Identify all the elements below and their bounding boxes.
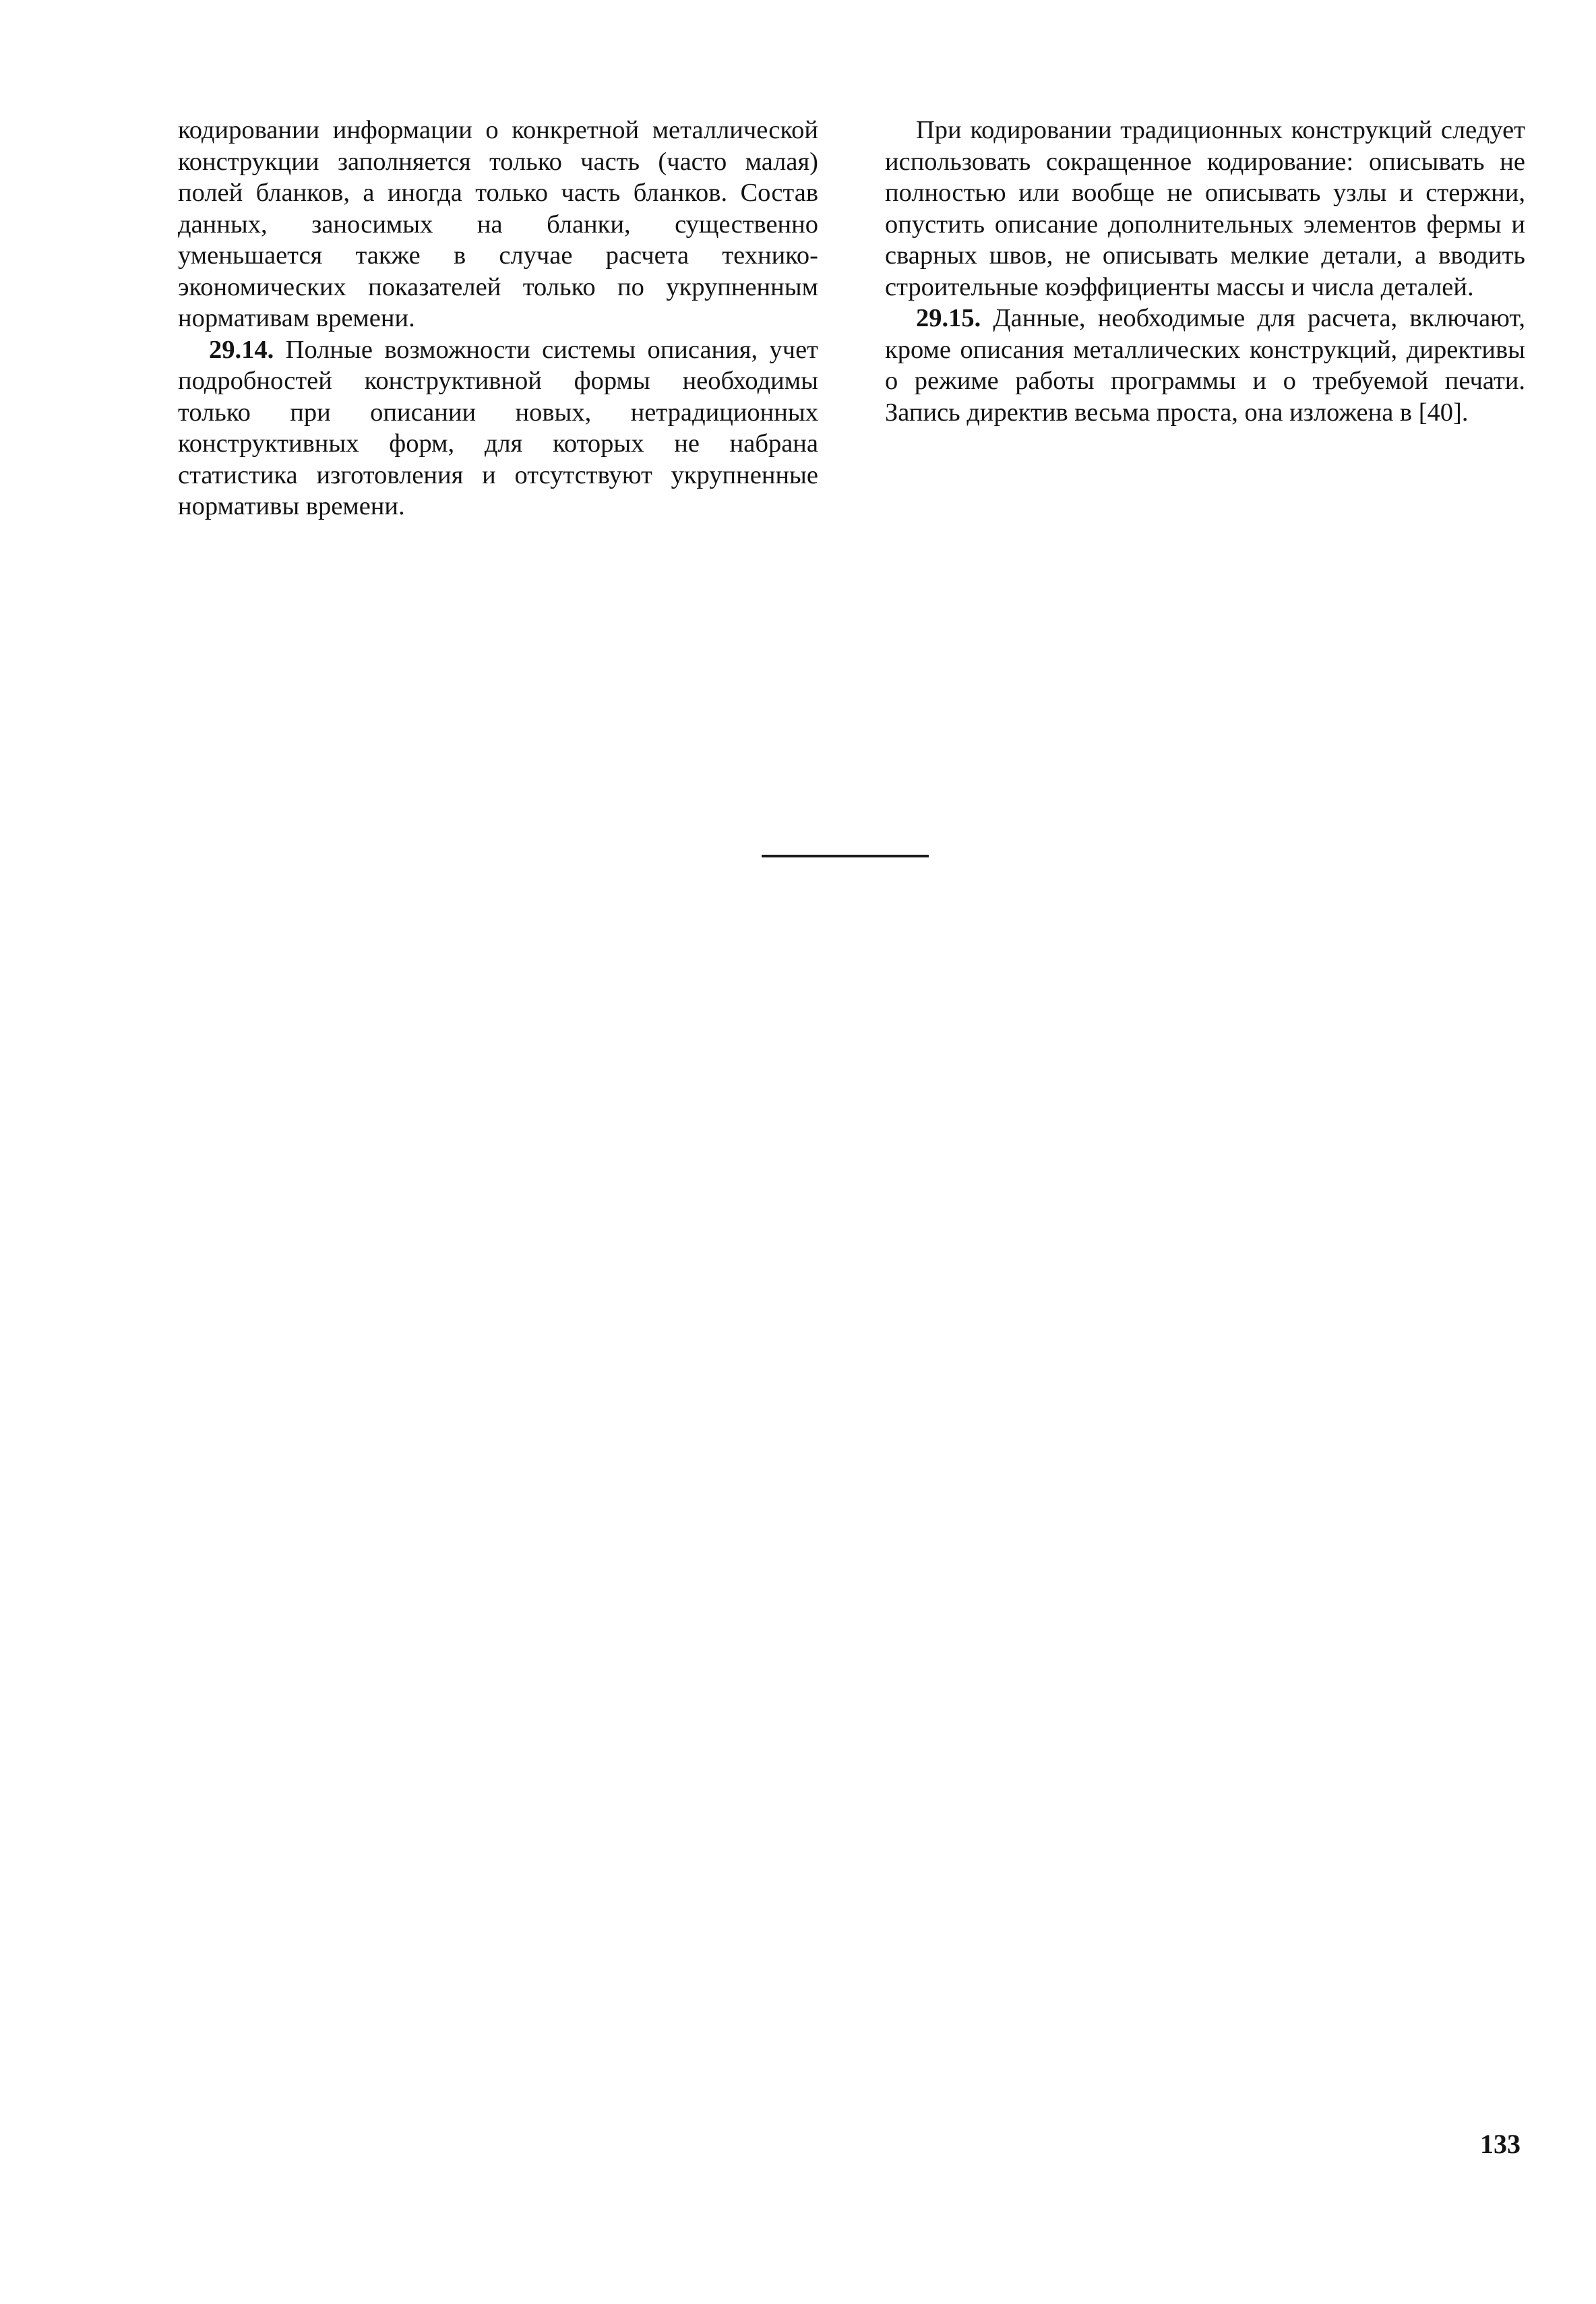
page-number: 133: [1480, 2129, 1521, 2159]
paragraph-29-14: [178, 334, 818, 522]
paragraph-text: При кодировании традиционных конструкций следует использовать сокращенное кодирование: описывать не полностью или вообще не описывать узлы и стержни, опустить описание дополнительных элементов фермы и сварных швов, не описывать мелкие детали, а вводить строительные коэффициенты массы и числа деталей.: [885, 116, 1525, 301]
paragraph-traditional-coding: [885, 115, 1525, 303]
paragraph-text: кодировании информации о конкретной металлической конструкции заполняется только часть (часто малая) полей бланков, а иногда только часть бланков. Состав данных, заносимых на бланки, существенно уменьшается также в случае расчета технико-экономических показателей только по укрупненным нормативам времени.: [178, 116, 818, 332]
right-column: [885, 115, 1525, 428]
paragraph-text: Полные возможности системы описания, учет подробностей конструктивной формы необходимы только при описании новых, нетрадиционных конструктивных форм, для которых не набрана статистика изготовления и отсутствуют укрупненные нормативы времени.: [178, 335, 818, 520]
paragraph-continuation: [178, 115, 818, 334]
section-number: 29.14.: [209, 335, 274, 364]
section-separator-line: [762, 855, 929, 857]
paragraph-29-15: [885, 303, 1525, 428]
left-column: [178, 115, 818, 522]
paragraph-text: Данные, необходимые для расчета, включают, кроме описания металлических конструкций, директивы о режиме работы программы и о требуемой печати. Запись директив весьма проста, она изложена в [40].: [885, 304, 1525, 427]
section-number: 29.15.: [916, 304, 981, 332]
